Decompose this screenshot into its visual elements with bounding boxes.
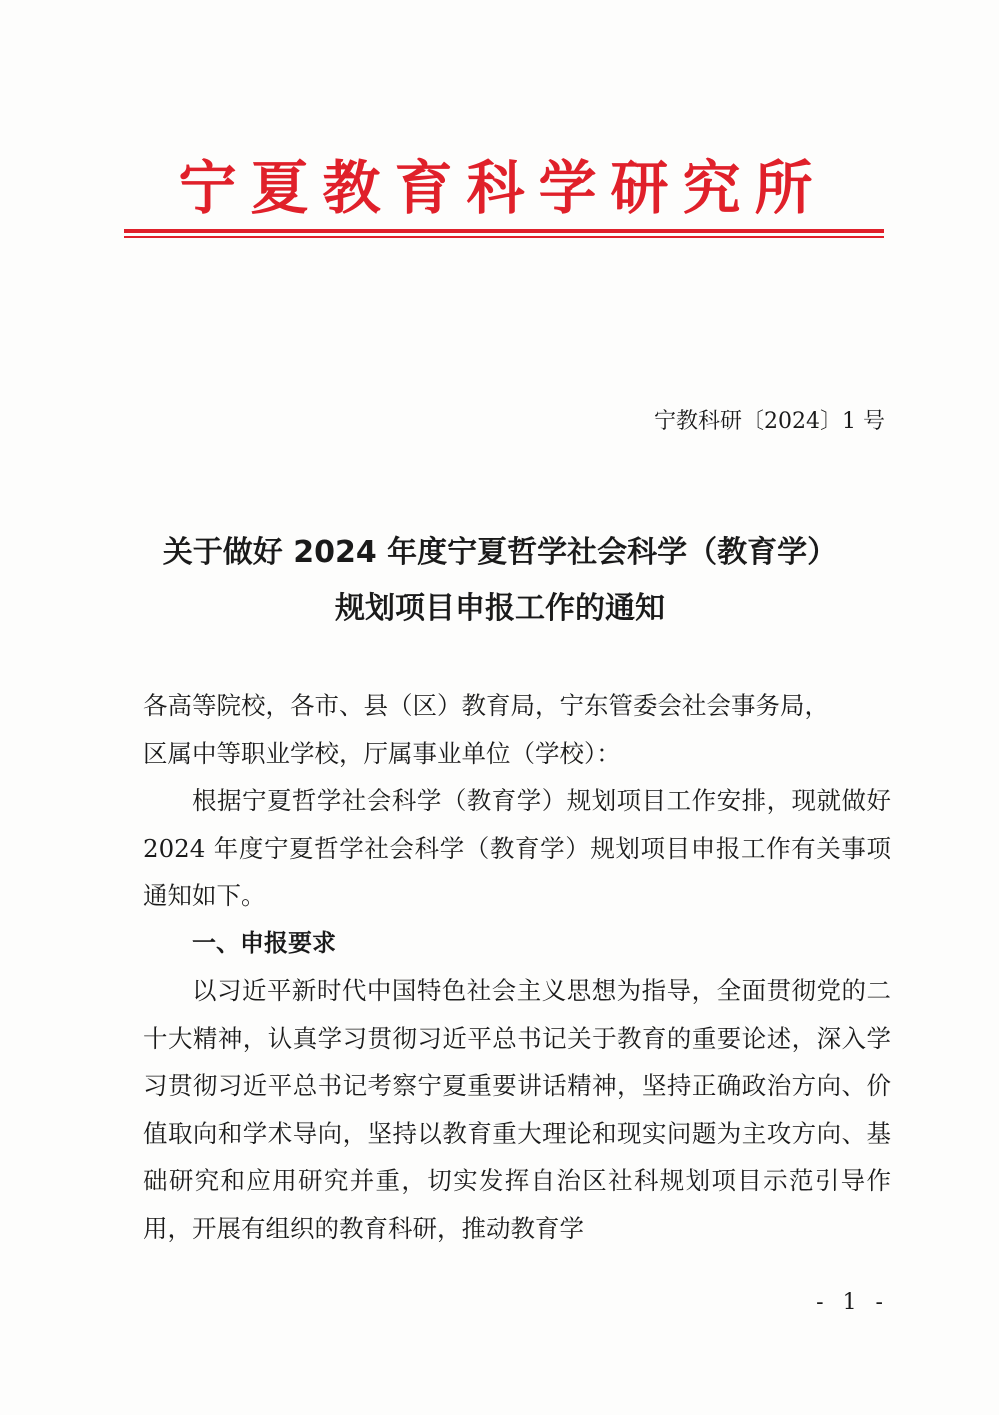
intro-paragraph: 根据宁夏哲学社会科学（教育学）规划项目工作安排，现就做好 2024 年度宁夏哲学社会科学（教育学）规划项目申报工作有关事项通知如下。 [143, 786, 891, 910]
recipients-line-2: 区属中等职业学校，厅属事业单位（学校）： [143, 738, 621, 768]
document-body [143, 682, 891, 1252]
section-1-paragraph: 以习近平新时代中国特色社会主义思想为指导，全面贯彻党的二十大精神，认真学习贯彻习近平总书记关于教育的重要论述，深入学习贯彻习近平总书记考察宁夏重要讲话精神，坚持正确政治方向、价值取向和学术导向，坚持以教育重大理论和现实问题为主攻方向、基础研究和应用研究并重，切实发挥自治区社科规划项目示范引导作用，开展有组织的教育科研，推动教育学 [143, 976, 891, 1243]
document-title [100, 525, 900, 637]
masthead-org-name: 宁夏教育科学研究所 [178, 154, 827, 222]
recipients-line-1: 各高等院校，各市、县（区）教育局，宁东管委会社会事务局， [143, 691, 829, 720]
title-line-1: 关于做好 2024 年度宁夏哲学社会科学（教育学） [162, 535, 838, 570]
page-number: - 1 - [816, 1290, 889, 1315]
masthead-rule-thin [124, 236, 884, 238]
section-1-heading: 一、申报要求 [192, 928, 336, 957]
masthead-rule-thick [124, 229, 884, 233]
title-line-2: 规划项目申报工作的通知 [335, 591, 665, 626]
document-number: 宁教科研〔2024〕1 号 [654, 409, 885, 434]
